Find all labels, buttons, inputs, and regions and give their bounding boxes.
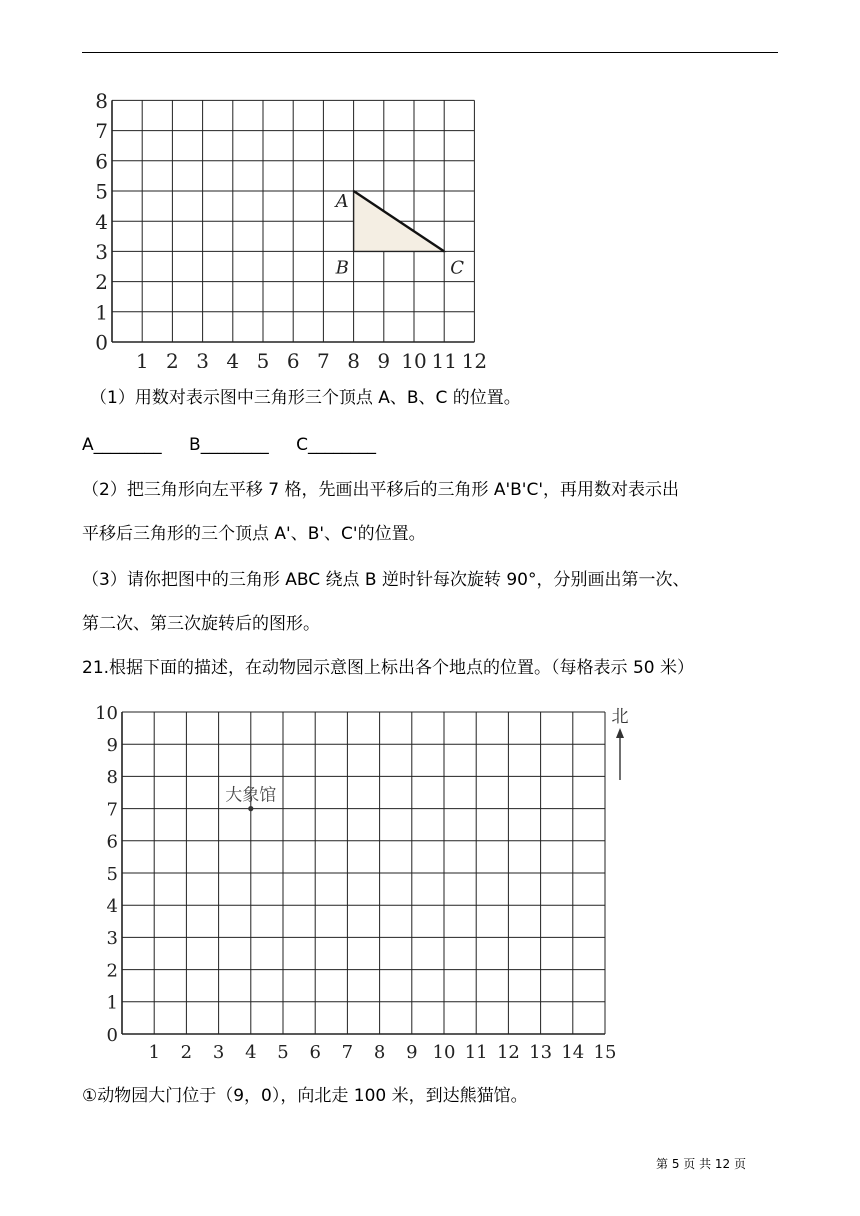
y-tick-label: 3: [106, 928, 118, 950]
vertex-label-a: A: [335, 191, 349, 212]
x-tick-label: 7: [341, 1042, 354, 1063]
y-tick-label: 9: [106, 735, 118, 757]
x-tick-label: 3: [212, 1042, 225, 1063]
x-tick-label: 9: [406, 1042, 418, 1063]
y-tick-label: 2: [106, 960, 118, 982]
answer-blanks: [82, 433, 398, 457]
question-2-line-1: （2）把三角形向左平移 7 格，先画出平移后的三角形 A'B'C'，再用数对表示出: [82, 480, 680, 500]
question-21-text: 21.根据下面的描述，在动物园示意图上标出各个地点的位置。（每格表示 50 米）: [82, 658, 694, 678]
x-tick-label: 9: [377, 349, 391, 368]
zoo-map-grid: [80, 698, 640, 1068]
x-tick-label: 11: [431, 349, 457, 368]
x-tick-label: 12: [461, 349, 488, 368]
x-tick-label: 10: [432, 1042, 456, 1063]
x-tick-label: 5: [256, 349, 270, 368]
blank-b[interactable]: B________: [189, 435, 269, 455]
x-tick-label: 6: [309, 1042, 321, 1063]
y-tick-label: 0: [95, 330, 108, 355]
x-tick-label: 11: [464, 1042, 488, 1063]
y-tick-label: 0: [106, 1024, 118, 1046]
x-tick-label: 3: [196, 349, 209, 368]
elephant-house-point: [248, 806, 253, 811]
question-2-line-2: 平移后三角形的三个顶点 A'、B'、C'的位置。: [82, 524, 426, 544]
y-tick-label: 5: [106, 863, 118, 885]
blank-c[interactable]: C________: [296, 435, 376, 455]
x-tick-label: 5: [277, 1042, 289, 1063]
north-arrow-head: [616, 728, 624, 738]
vertex-label-c: C: [450, 257, 464, 279]
y-tick-label: 6: [95, 149, 108, 174]
x-tick-label: 6: [286, 349, 300, 368]
elephant-house-label: 大象馆: [225, 785, 277, 806]
y-tick-label: 7: [95, 119, 108, 144]
y-tick-label: 5: [95, 179, 108, 204]
blank-a[interactable]: A________: [82, 435, 162, 455]
x-tick-label: 1: [135, 349, 149, 368]
vertex-label-b: B: [335, 257, 349, 279]
question-1-text: （1）用数对表示图中三角形三个顶点 A、B、C 的位置。: [90, 388, 521, 408]
x-tick-label: 14: [561, 1042, 585, 1063]
x-tick-label: 7: [317, 349, 330, 368]
north-label: 北: [611, 707, 629, 727]
question-3-line-2: 第二次、第三次旋转后的图形。: [82, 614, 320, 634]
page-footer: 第 5 页 共 12 页: [656, 1157, 746, 1171]
item-1-text: ①动物园大门位于（9，0），向北走 100 米，到达熊猫馆。: [82, 1086, 528, 1106]
x-tick-label: 12: [496, 1042, 520, 1063]
y-tick-label: 1: [95, 300, 108, 325]
x-tick-label: 1: [148, 1042, 160, 1063]
y-tick-label: 7: [106, 799, 118, 821]
question-3-line-1: （3）请你把图中的三角形 ABC 绕点 B 逆时针每次旋转 90°，分别画出第一次、: [82, 570, 690, 590]
coordinate-grid-triangle: [80, 86, 500, 368]
x-tick-label: 4: [226, 349, 240, 368]
header-rule: [82, 52, 778, 53]
x-tick-label: 8: [347, 349, 360, 368]
y-tick-label: 3: [95, 240, 108, 264]
y-tick-label: 4: [95, 209, 108, 234]
x-tick-label: 4: [245, 1042, 257, 1063]
x-tick-label: 15: [593, 1042, 617, 1063]
y-tick-label: 10: [95, 702, 118, 724]
y-tick-label: 2: [95, 270, 108, 295]
x-tick-label: 2: [166, 349, 179, 368]
x-tick-label: 8: [373, 1042, 386, 1063]
x-tick-label: 13: [529, 1042, 553, 1063]
y-tick-label: 6: [106, 831, 118, 853]
x-tick-label: 2: [180, 1042, 193, 1063]
y-tick-label: 8: [95, 89, 108, 113]
y-tick-label: 1: [106, 992, 118, 1014]
y-tick-label: 8: [106, 767, 118, 789]
y-tick-label: 4: [106, 896, 118, 918]
x-tick-label: 10: [401, 349, 427, 368]
